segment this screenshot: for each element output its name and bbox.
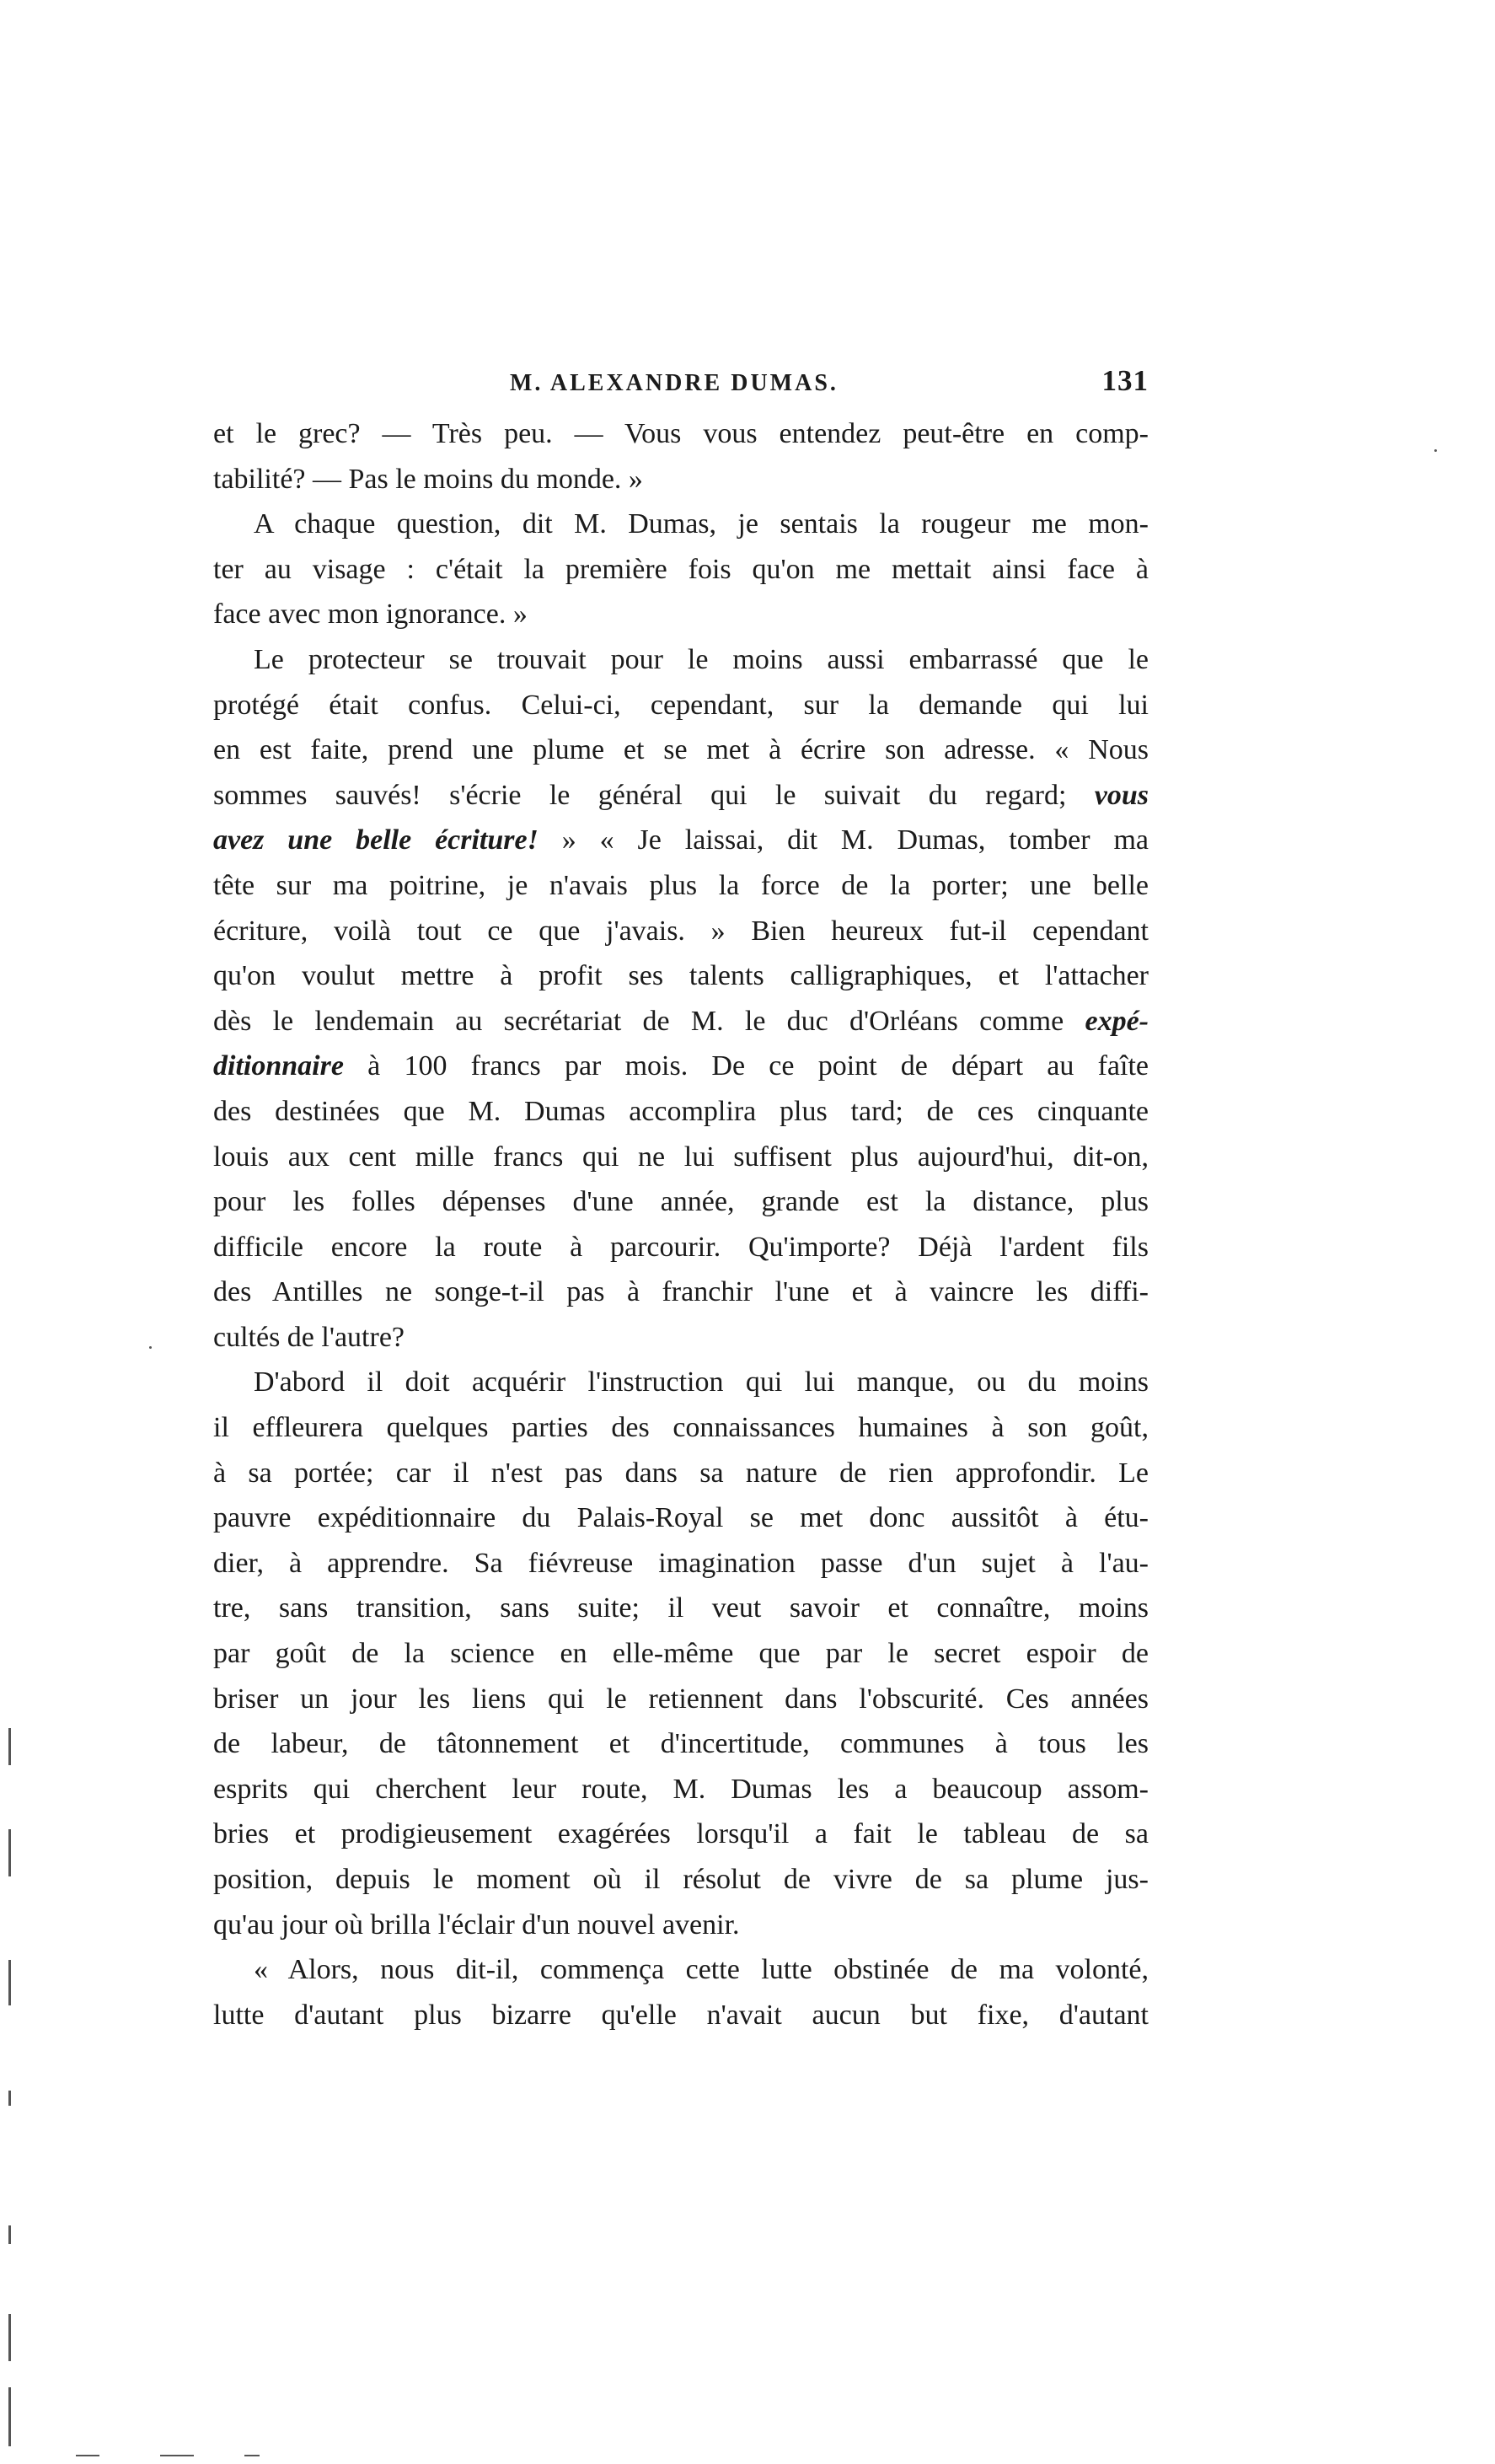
page-number: 131 — [1101, 364, 1149, 397]
text-run: « Je laissai, dit M. Dumas, tomber ma — [599, 824, 1149, 856]
text-line: qu'on voulut mettre à profit ses talents calligraphiques, et l'attacher — [213, 960, 1149, 992]
scan-artifact-mark — [8, 1728, 11, 1765]
text-line: « Alors, nous dit-il, commença cette lutte obstinée de ma volonté, — [254, 1954, 1149, 1986]
text-line: briser un jour les liens qui le retiennent dans l'obscurité. Ces années — [213, 1683, 1149, 1715]
text-line: écriture, voilà tout ce que j'avais. » Bien heureux fut-il cependant — [213, 915, 1149, 947]
text-line: D'abord il doit acquérir l'instruction qui lui manque, ou du moins — [254, 1366, 1149, 1398]
text-line — [213, 773, 1149, 819]
scan-artifact-mark — [8, 2314, 11, 2361]
text-line: tête sur ma poitrine, je n'avais plus la force de la porter; une belle — [213, 869, 1149, 901]
text-line: pour les folles dépenses d'une année, grande est la distance, plus — [213, 1186, 1149, 1218]
text-line: Le protecteur se trouvait pour le moins aussi embarrassé que le — [254, 643, 1149, 675]
text-run: dès le lendemain au secrétariat de M. le duc d'Orléans comme — [213, 1005, 1064, 1037]
text-line: avez une belle écriture! » « Je laissai, dit M. Dumas, tomber ma — [213, 824, 1149, 856]
text-line: pauvre expéditionnaire du Palais-Royal se met donc aussitôt à étu- — [213, 1502, 1149, 1534]
scan-artifact-mark — [8, 2225, 11, 2244]
text-line: difficile encore la route à parcourir. Qu'importe? Déjà l'ardent fils — [213, 1231, 1149, 1263]
text-line: protégé était confus. Celui-ci, cependant, sur la demande qui lui — [213, 689, 1149, 721]
text-run: à 100 francs par mois. De ce point de départ au faîte — [367, 1050, 1149, 1082]
text-line: tabilité? — Pas le moins du monde. » — [213, 463, 643, 495]
text-line: qu'au jour où brilla l'éclair d'un nouvel avenir. — [213, 1908, 740, 1941]
text-line: par goût de la science en elle-même que par le secret espoir de — [213, 1638, 1149, 1670]
page-header — [213, 364, 1149, 406]
scan-artifact-mark — [149, 1346, 152, 1349]
scan-artifact-mark — [244, 2455, 260, 2456]
text-line: il effleurera quelques parties des connaissances humaines à son goût, — [213, 1412, 1149, 1444]
scan-artifact-mark — [76, 2455, 99, 2456]
italic-run: expé- — [1085, 1005, 1149, 1037]
text-line: lutte d'autant plus bizarre qu'elle n'avait aucun but fixe, d'autant — [213, 1999, 1149, 2031]
text-line — [213, 999, 1149, 1044]
scan-artifact-mark — [8, 1829, 11, 1876]
scan-artifact-mark — [8, 1960, 11, 2005]
scan-artifact-mark — [160, 2455, 194, 2456]
text-line: cultés de l'autre? — [213, 1321, 405, 1353]
text-line: en est faite, prend une plume et se met à écrire son adresse. « Nous — [213, 734, 1149, 766]
scan-artifact-mark — [1434, 449, 1437, 452]
text-line: bries et prodigieusement exagérées lorsqu'il a fait le tableau de sa — [213, 1818, 1149, 1850]
scan-artifact-mark — [8, 2387, 11, 2446]
text-line: ter au visage : c'était la première fois qu'on me mettait ainsi face à — [213, 553, 1149, 585]
text-line: à sa portée; car il n'est pas dans sa nature de rien approfondir. Le — [213, 1457, 1149, 1489]
text-line: esprits qui cherchent leur route, M. Dumas les a beaucoup assom- — [213, 1773, 1149, 1805]
text-line: dier, à apprendre. Sa fiévreuse imagination passe d'un sujet à l'au- — [213, 1547, 1149, 1579]
text-line: de labeur, de tâtonnement et d'incertitude, communes à tous les — [213, 1728, 1149, 1760]
text-line: face avec mon ignorance. » — [213, 599, 528, 631]
text-run: sommes sauvés! s'écrie le général qui le suivait du regard; — [213, 779, 1067, 811]
text-line: A chaque question, dit M. Dumas, je sentais la rougeur me mon- — [254, 508, 1149, 540]
text-line: tre, sans transition, sans suite; il veut savoir et connaître, moins — [213, 1592, 1149, 1624]
text-line: des destinées que M. Dumas accomplira plus tard; de ces cinquante — [213, 1095, 1149, 1127]
italic-run: avez une belle écriture! — [213, 824, 539, 856]
scan-artifact-mark — [8, 2091, 11, 2106]
text-line: des Antilles ne songe-t-il pas à franchir l'une et à vaincre les diffi- — [213, 1276, 1149, 1308]
text-line: position, depuis le moment où il résolut de vivre de sa plume jus- — [213, 1864, 1149, 1895]
running-title: M. ALEXANDRE DUMAS. — [510, 370, 839, 396]
text-line: louis aux cent mille francs qui ne lui suffisent plus aujourd'hui, dit-on, — [213, 1141, 1149, 1173]
text-line — [213, 1044, 1149, 1089]
italic-run: ditionnaire — [213, 1050, 344, 1082]
text-line: et le grec? — Très peu. — Vous vous entendez peut-être en comp- — [213, 418, 1149, 449]
body-text — [213, 411, 1149, 2037]
italic-run: vous — [1094, 779, 1149, 811]
